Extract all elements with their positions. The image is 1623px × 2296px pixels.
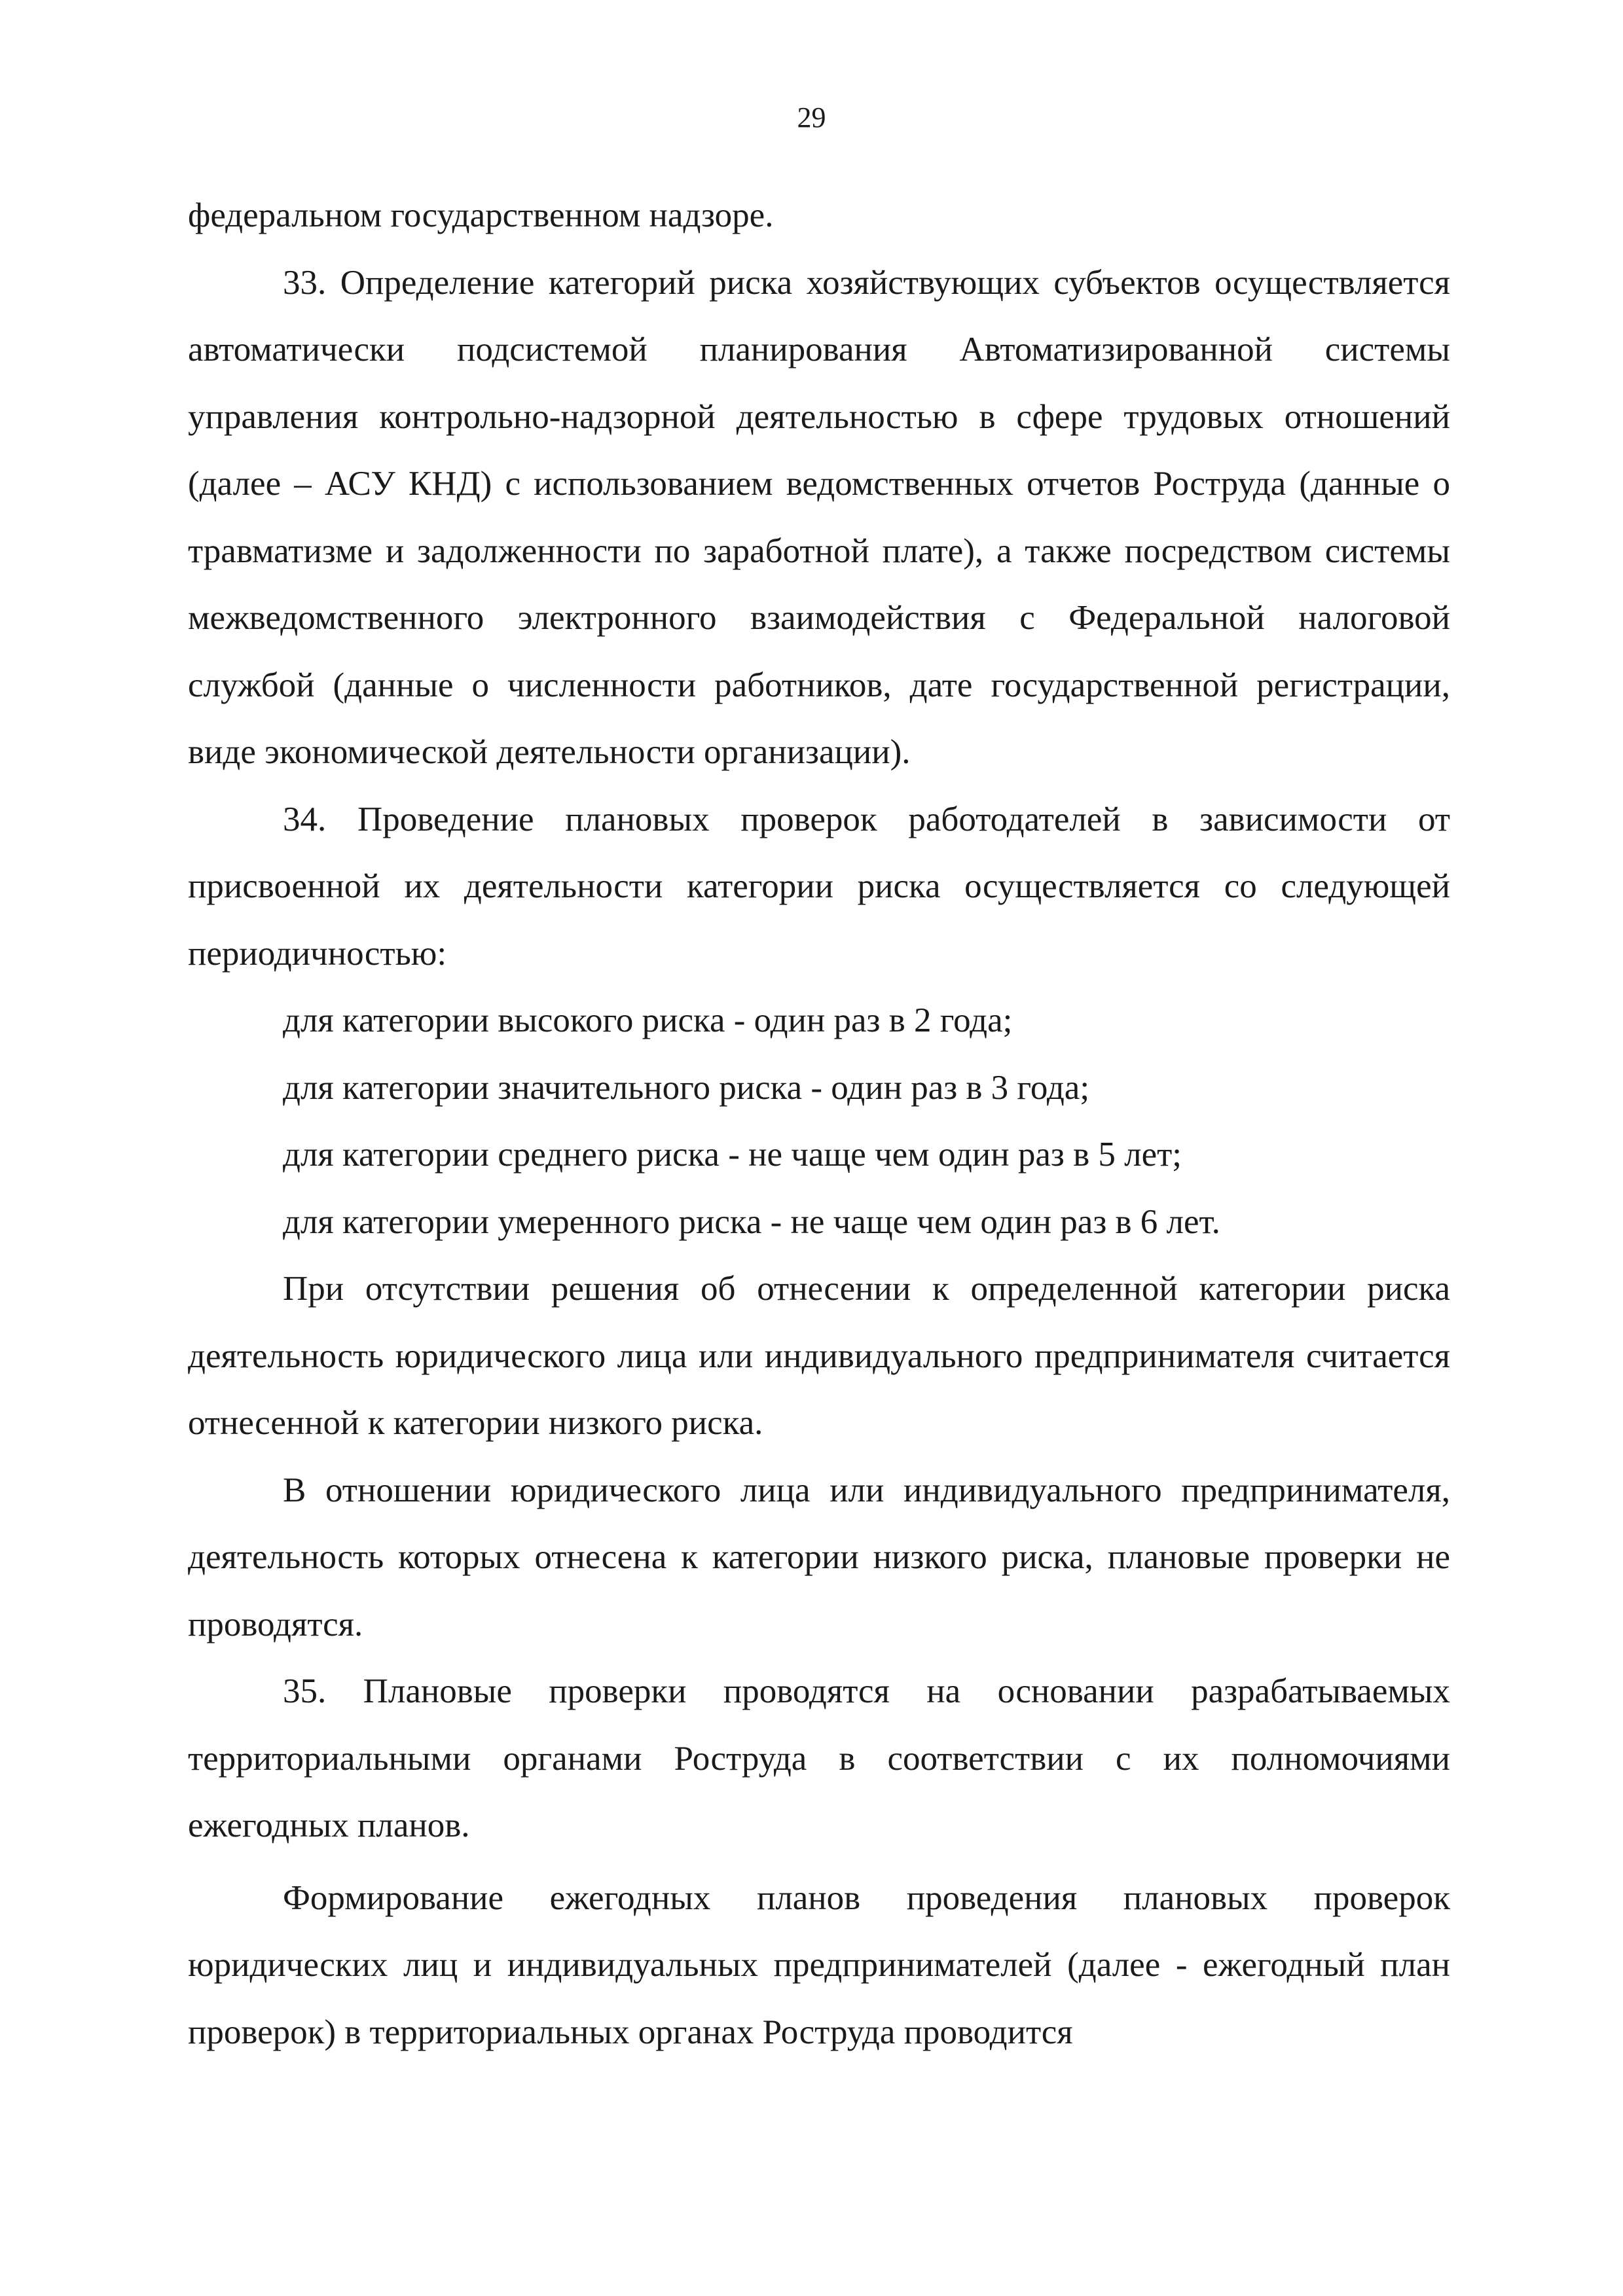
list-item-medium-risk: для категории среднего риска - не чаще чем один раз в 5 лет; (283, 1136, 1182, 1174)
paragraph-absence-of-decision: При отсутствии решения об отнесении к определенной категории риска деятельность юридического лица или индивидуального предпринимателя считается отнесенной к категории низкого риска. (188, 1270, 1450, 1442)
list-item-significant-risk: для категории значительного риска - один раз в 3 года; (283, 1068, 1090, 1107)
paragraph-35: 35. Плановые проверки проводятся на основании разрабатываемых территориальными органами Роструда в соответствии с их полномочиями ежегодных планов. (188, 1672, 1450, 1844)
document-body (188, 182, 1450, 2066)
list-item-high-risk: для категории высокого риска - один раз в 2 года; (283, 1001, 1013, 1039)
paragraph-continuation: федеральном государственном надзоре. (188, 196, 774, 234)
paragraph-formation: Формирование ежегодных планов проведения плановых проверок юридических лиц и индивидуальных предпринимателей (далее - ежегодный план проверок) в территориальных органах Роструда проводится (188, 1878, 1450, 2051)
page-number: 29 (797, 101, 826, 134)
paragraph-low-risk: В отношении юридического лица или индивидуального предпринимателя, деятельность которых отнесена к категории низкого риска, плановые проверки не проводятся. (188, 1471, 1450, 1643)
paragraph-34: 34. Проведение плановых проверок работодателей в зависимости от присвоенной их деятельности категории риска осуществляется со следующей периодичностью: (188, 800, 1450, 973)
list-item-moderate-risk: для категории умеренного риска - не чаще чем один раз в 6 лет. (283, 1202, 1220, 1241)
paragraph-33: 33. Определение категорий риска хозяйствующих субъектов осуществляется автоматически подсистемой планирования Автоматизированной системы управления контрольно-надзорной деятельностью в сфере трудовых отношений (далее – АСУ КНД) с использованием ведомственных отчетов Роструда (данные о травматизме и задолженности по заработной плате), а также посредством системы межведомственного электронного взаимодействия с Федеральной налоговой службой (данные о численности работников, дате государственной регистрации, виде экономической деятельности организации). (188, 263, 1450, 771)
